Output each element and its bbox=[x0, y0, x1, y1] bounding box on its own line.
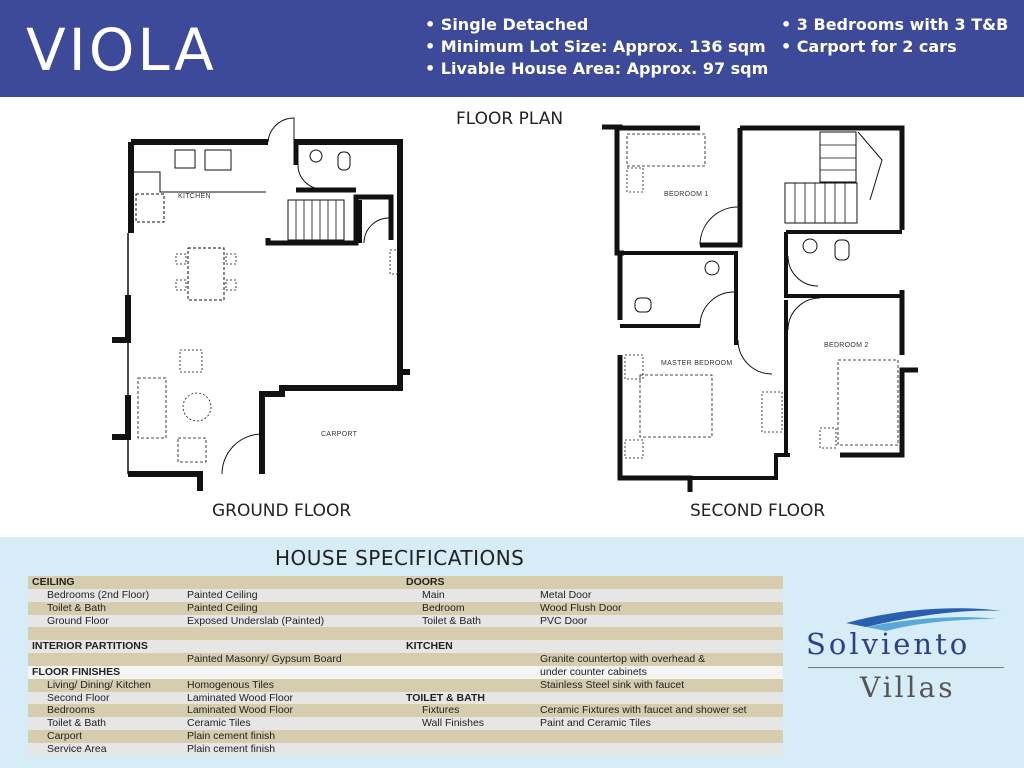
spec-value: Painted Ceiling bbox=[187, 601, 258, 614]
table-row bbox=[28, 679, 783, 692]
spec-value: Ceramic Tiles bbox=[187, 717, 251, 730]
feature-item: • Minimum Lot Size: Approx. 136 sqm bbox=[425, 36, 768, 58]
features-left bbox=[425, 14, 768, 80]
feature-item: • Carport for 2 cars bbox=[781, 36, 1008, 58]
header-banner bbox=[0, 0, 1024, 97]
table-row bbox=[28, 692, 783, 705]
table-row bbox=[28, 730, 783, 743]
logo-divider bbox=[808, 667, 1004, 668]
spec-value: Plain cement finish bbox=[187, 742, 276, 755]
logo-text-top: Solviento bbox=[806, 627, 971, 661]
table-row bbox=[28, 589, 783, 602]
spec-item: Main bbox=[422, 588, 445, 601]
room-label-carport: CARPORT bbox=[321, 431, 358, 438]
table-row bbox=[28, 653, 783, 666]
room-label-master: MASTER BEDROOM bbox=[661, 360, 733, 367]
spec-item: Toilet & Bath bbox=[47, 601, 106, 614]
spec-value: Laminated Wood Floor bbox=[187, 691, 294, 704]
model-name: VIOLA bbox=[26, 16, 217, 84]
features-right bbox=[781, 14, 1008, 58]
spec-value: Ceramic Fixtures with faucet and shower set bbox=[540, 704, 747, 717]
table-row bbox=[28, 717, 783, 730]
spec-item: Carport bbox=[47, 730, 83, 743]
second-floor-label: SECOND FLOOR bbox=[690, 501, 826, 521]
specs-title: HOUSE SPECIFICATIONS bbox=[275, 546, 525, 570]
spec-value: Plain cement finish bbox=[187, 730, 276, 743]
spec-value: Exposed Underslab (Painted) bbox=[187, 614, 325, 627]
spec-value: PVC Door bbox=[540, 614, 588, 627]
spec-item: Bedrooms bbox=[47, 704, 95, 717]
spec-item: Second Floor bbox=[47, 691, 110, 704]
spec-value: Wood Flush Door bbox=[540, 601, 622, 614]
spec-item: Fixtures bbox=[422, 704, 460, 717]
section-heading-partitions: INTERIOR PARTITIONS bbox=[32, 640, 148, 653]
spec-item: Bedroom bbox=[422, 601, 465, 614]
second-floor-plan bbox=[602, 127, 918, 492]
table-row bbox=[28, 743, 783, 756]
spec-value: Laminated Wood Floor bbox=[187, 704, 294, 717]
section-heading-doors: DOORS bbox=[406, 576, 445, 588]
floor-plan-title: FLOOR PLAN bbox=[456, 109, 564, 129]
spec-value: Granite countertop with overhead & bbox=[540, 653, 706, 666]
room-label-bedroom2: BEDROOM 2 bbox=[824, 342, 869, 349]
section-heading-kitchen: KITCHEN bbox=[406, 640, 453, 653]
feature-item: • Single Detached bbox=[425, 14, 768, 36]
floor-plan-drawing bbox=[0, 97, 1024, 537]
table-row bbox=[28, 666, 783, 679]
spec-item: Living/ Dining/ Kitchen bbox=[47, 678, 151, 691]
spec-value: Painted Masonry/ Gypsum Board bbox=[187, 653, 342, 666]
spec-value: under counter cabinets bbox=[540, 665, 647, 678]
table-row bbox=[28, 627, 783, 640]
spec-item: Ground Floor bbox=[47, 614, 109, 627]
table-row bbox=[28, 704, 783, 717]
table-row bbox=[28, 602, 783, 615]
solviento-villas-logo bbox=[806, 601, 1006, 711]
specs-table bbox=[28, 576, 783, 756]
room-label-kitchen: KITCHEN bbox=[178, 193, 211, 200]
section-heading-toilet: TOILET & BATH bbox=[406, 691, 485, 704]
feature-item: • Livable House Area: Approx. 97 sqm bbox=[425, 58, 768, 80]
table-row bbox=[28, 640, 783, 653]
section-heading-floor: FLOOR FINISHES bbox=[32, 665, 121, 678]
feature-item: • 3 Bedrooms with 3 T&B bbox=[781, 14, 1008, 36]
spec-item: Toilet & Bath bbox=[47, 717, 106, 730]
spec-item: Service Area bbox=[47, 742, 107, 755]
table-row bbox=[28, 615, 783, 628]
spec-value: Metal Door bbox=[540, 588, 592, 601]
spec-item: Bedrooms (2nd Floor) bbox=[47, 588, 150, 601]
spec-value: Homogenous Tiles bbox=[187, 678, 274, 691]
ground-floor-plan bbox=[112, 118, 410, 491]
spec-value: Paint and Ceramic Tiles bbox=[540, 717, 651, 730]
ground-floor-label: GROUND FLOOR bbox=[212, 501, 352, 521]
spec-item: Wall Finishes bbox=[422, 717, 485, 730]
spec-value: Painted Ceiling bbox=[187, 588, 258, 601]
spec-value: Stainless Steel sink with faucet bbox=[540, 678, 685, 691]
room-label-bedroom1: BEDROOM 1 bbox=[664, 191, 709, 198]
logo-text-bottom: Villas bbox=[860, 671, 956, 704]
spec-item: Toilet & Bath bbox=[422, 614, 481, 627]
table-row bbox=[28, 576, 783, 589]
section-heading-ceiling: CEILING bbox=[32, 576, 75, 588]
